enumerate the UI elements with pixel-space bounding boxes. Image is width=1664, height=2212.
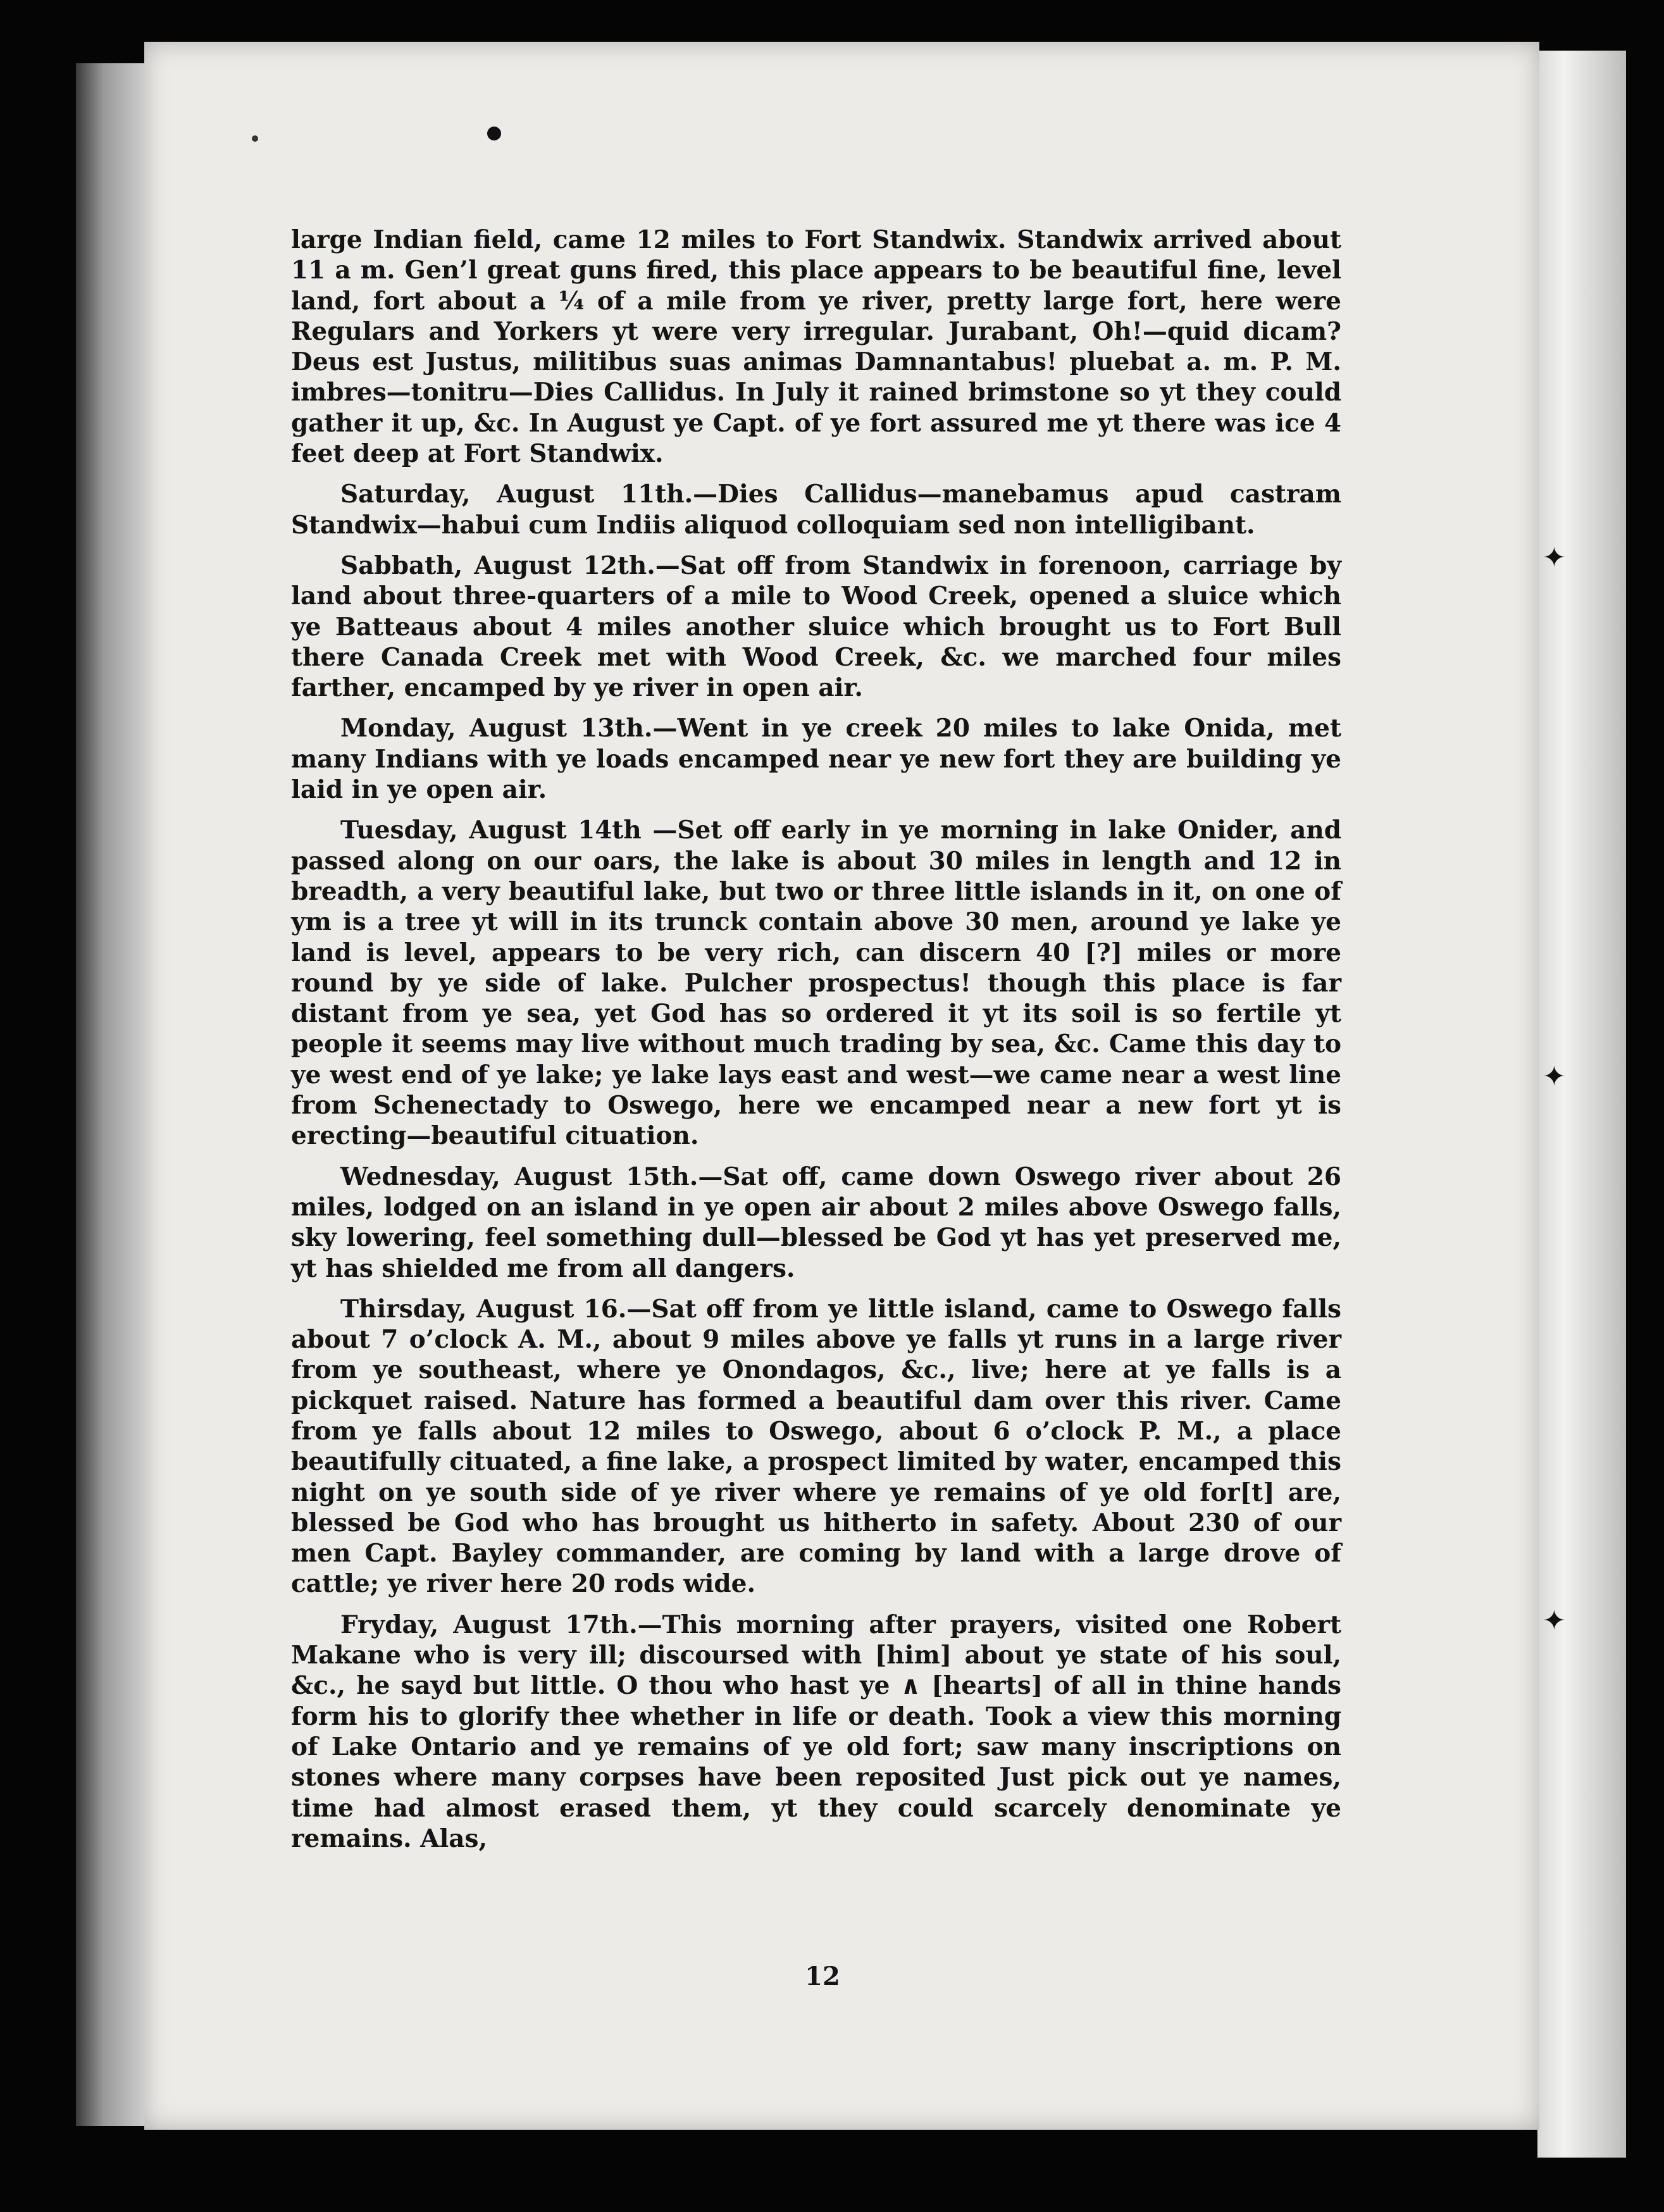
paragraph: Thirsday, August 16.—Sat off from ye little island, came to Oswego falls about 7 o’clock A. M., about 9 miles above ye falls yt runs in a large river from ye southeast, where ye Onondagos, &c., live; here at ye falls is a pickquet raised. Nature has formed a beautiful dam over this river. Came from ye falls about 12 miles to Oswego, about 6 o’clock P. M., a place beautifully cituated, a fine lake, a prospect limited by water, encamped this night on ye south side of ye river where ye remains of ye old for[t] are, blessed be God who has brought us hitherto in safety. About 230 of our men Capt. Bayley commander, are coming by land with a large drove of cattle; ye river here 20 rods wide. <box>291 1294 1341 1599</box>
arrow-marker-icon: ✦ <box>1543 1605 1566 1637</box>
paragraph: Wednesday, August 15th.—Sat off, came down Oswego river about 26 miles, lodged on an island in ye open air about 2 miles above Oswego falls, sky lowering, feel something dull—blessed be God yt has yet preserved me, yt has shielded me from all dangers. <box>291 1162 1341 1283</box>
arrow-marker-icon: ✦ <box>1543 542 1566 574</box>
left-page-edge <box>76 63 146 2126</box>
right-page-edge <box>1537 51 1626 2158</box>
paragraph: Sabbath, August 12th.—Sat off from Standwix in forenoon, carriage by land about three-quarters of a mile to Wood Creek, opened a sluice which ye Batteaus about 4 miles another sluice which brought us to Fort Bull there Canada Creek met with Wood Creek, &c. we marched four miles farther, encamped by ye river in open air. <box>291 550 1341 703</box>
paragraph: Saturday, August 11th.—Dies Callidus—manebamus apud castram Standwix—habui cum Indiis aliquod colloquiam sed non intelligibant. <box>291 480 1341 540</box>
paragraph: large Indian field, came 12 miles to Fort Standwix. Standwix arrived about 11 a m. Gen’l great guns fired, this place appears to be beautiful fine, level land, fort about a ¼ of a mile from ye river, pretty large fort, here were Regulars and Yorkers yt were very irregular. Jurabant, Oh!—quid dicam? Deus est Justus, militibus suas animas Damnantabus! pluebat a. m. P. M. imbres—tonitru—Dies Callidus. In July it rained brimstone so yt they could gather it up, &c. In August ye Capt. of ye fort assured me yt there was ice 4 feet deep at Fort Standwix. <box>291 225 1341 469</box>
paragraph: Monday, August 13th.—Went in ye creek 20 miles to lake Onida, met many Indians with ye loads encamped near ye new fort they are building ye laid in ye open air. <box>291 714 1341 805</box>
body-text <box>291 225 1341 1864</box>
bullet-mark <box>487 127 501 140</box>
page-number: 12 <box>805 1961 840 1991</box>
arrow-marker-icon: ✦ <box>1543 1060 1566 1093</box>
paragraph: Tuesday, August 14th —Set off early in ye morning in lake Onider, and passed along on our oars, the lake is about 30 miles in length and 12 in breadth, a very beautiful lake, but two or three little islands in it, on one of ym is a tree yt will in its trunck contain above 30 men, around ye lake ye land is level, appears to be very rich, can discern 40 [?] miles or more round by ye side of lake. Pulcher prospectus! though this place is far distant from ye sea, yet God has so ordered it yt its soil is so fertile yt people it seems may live without much trading by sea, &c. Came this day to ye west end of ye lake; ye lake lays east and west—we came near a west line from Schenectady to Oswego, here we encamped near a new fort yt is erecting—beautiful cituation. <box>291 816 1341 1151</box>
paragraph: Fryday, August 17th.—This morning after prayers, visited one Robert Makane who is very ill; discoursed with [him] about ye state of his soul, &c., he sayd but little. O thou who hast ye ∧ [hearts] of all in thine hands form his to glorify thee whether in life or death. Took a view this morning of Lake Ontario and ye remains of ye old fort; saw many inscriptions on stones where many corpses have been reposited Just pick out ye names, time had almost erased them, yt they could scarcely denominate ye remains. Alas, <box>291 1610 1341 1853</box>
speck-mark <box>252 135 258 142</box>
